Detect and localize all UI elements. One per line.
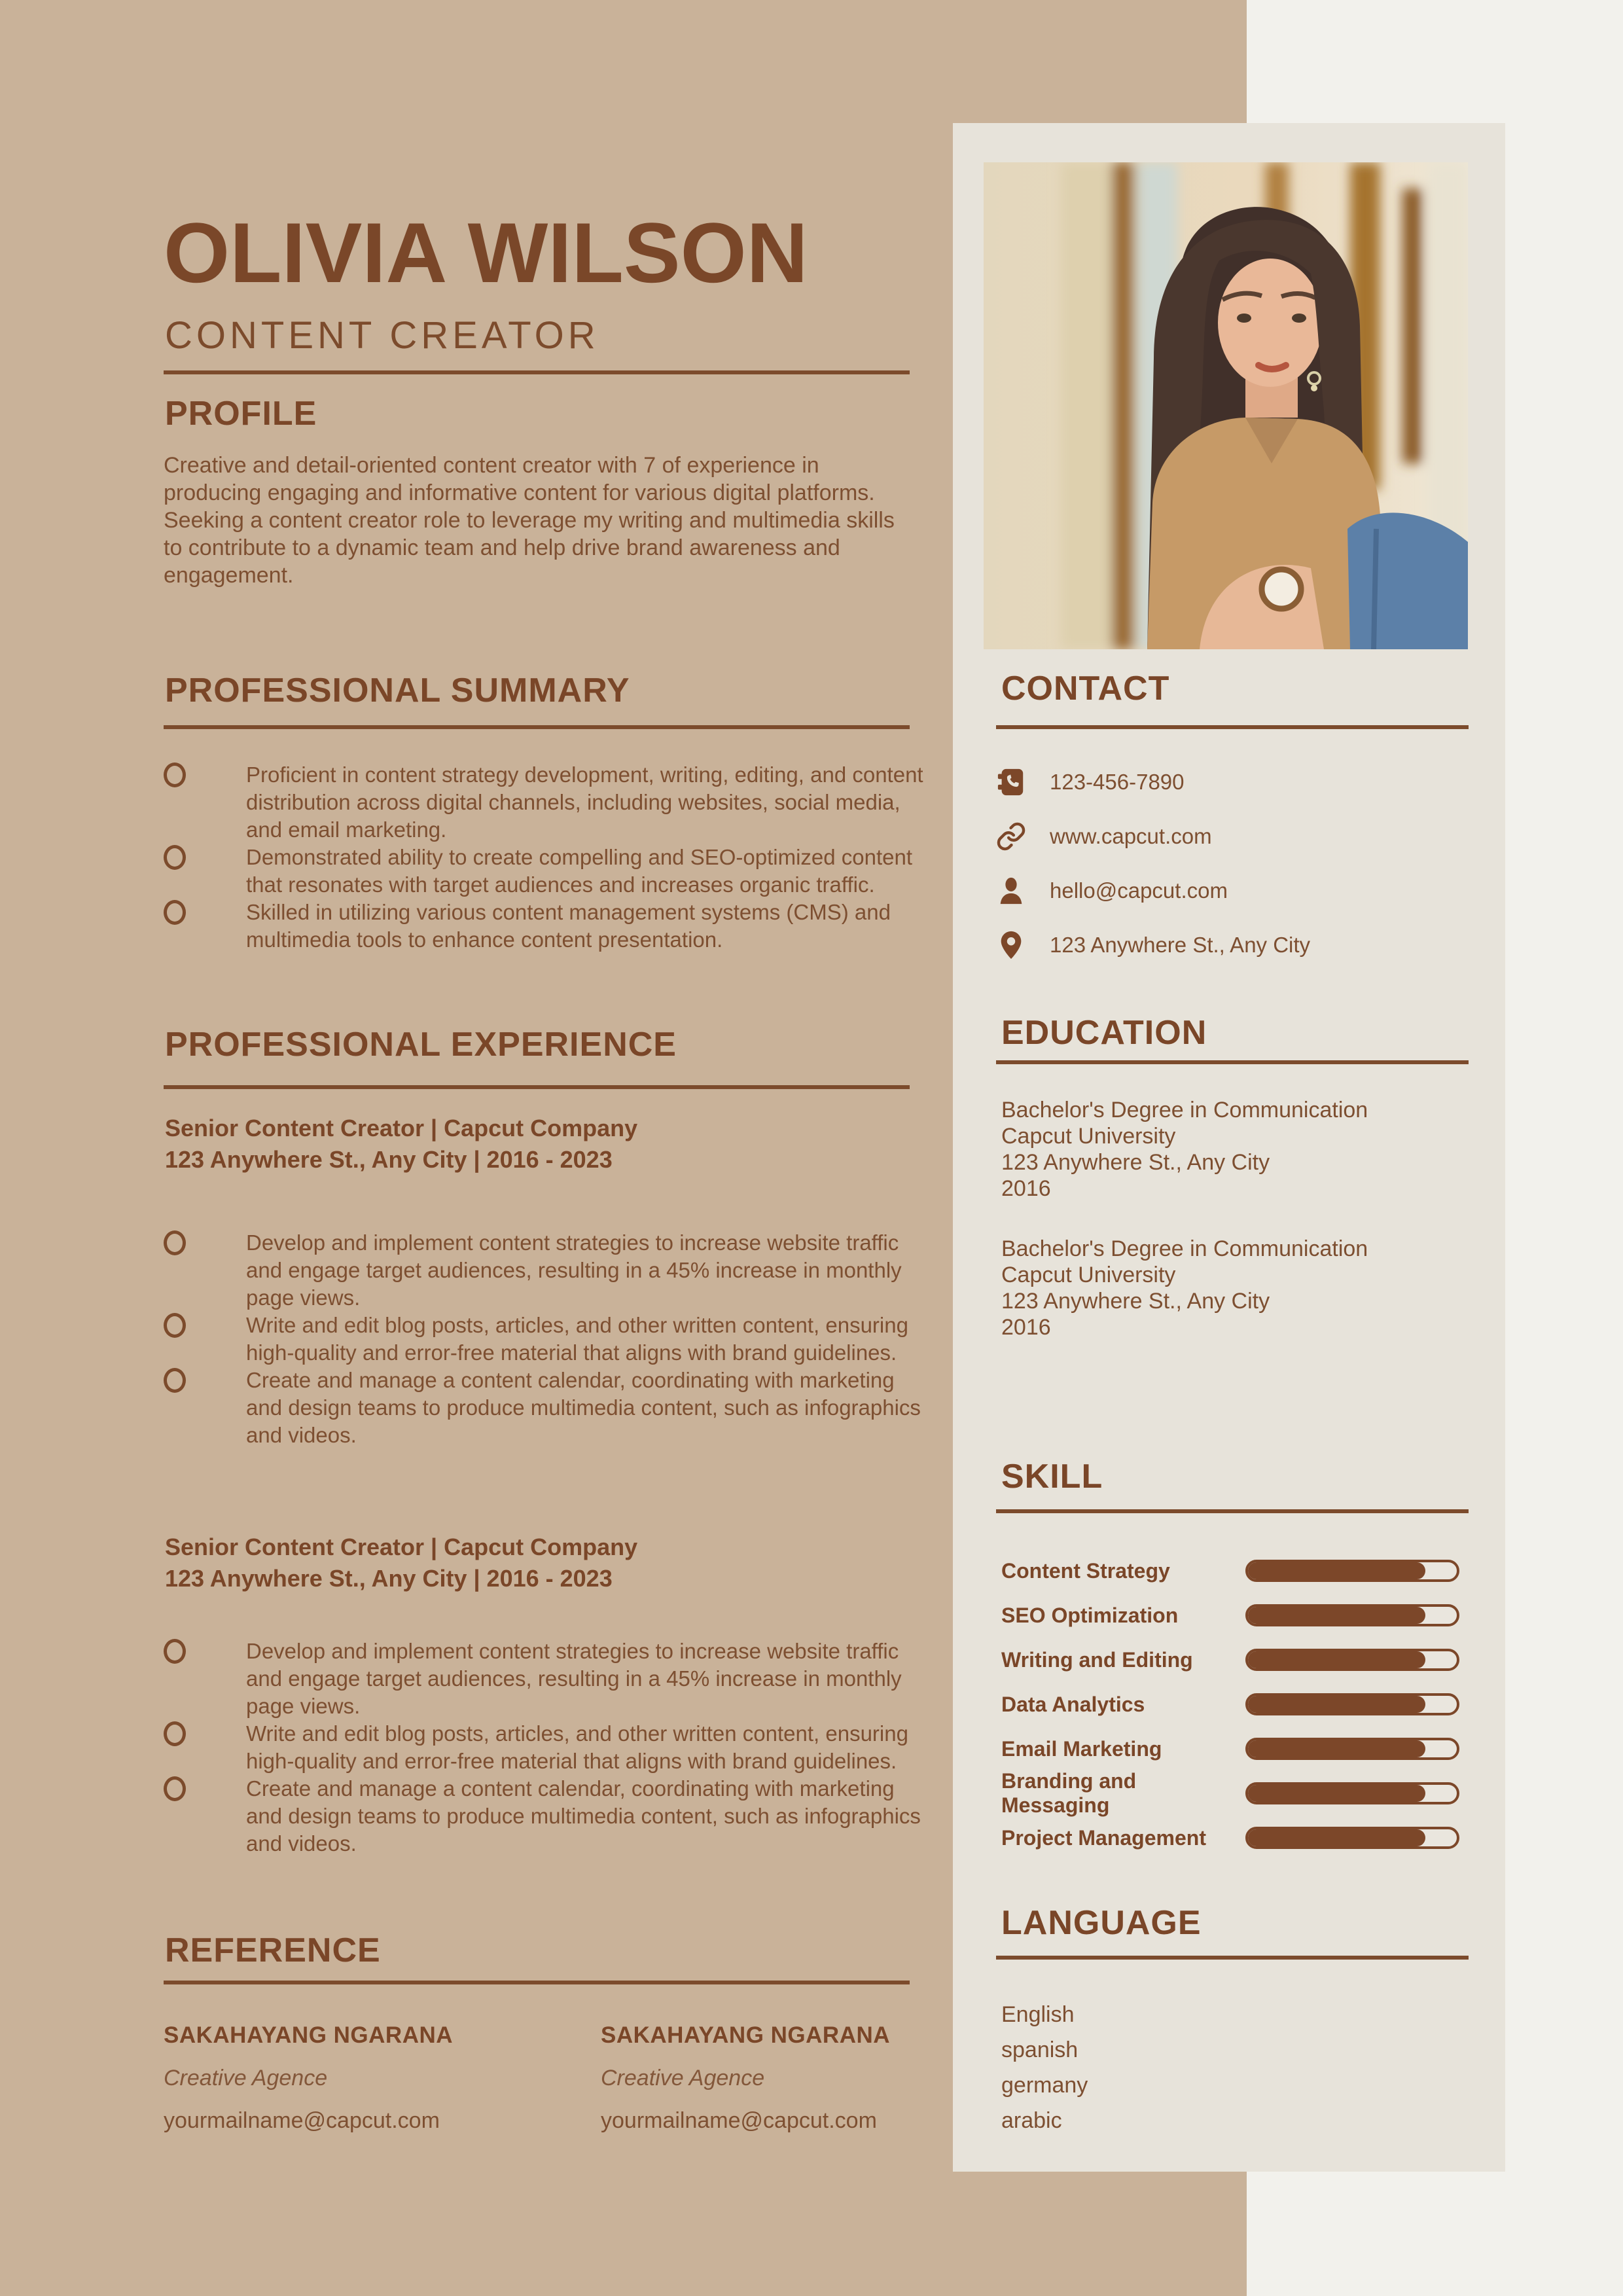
skill-label: SEO Optimization	[1001, 1603, 1179, 1627]
skill-bar	[1245, 1560, 1459, 1582]
education-heading: EDUCATION	[1001, 1014, 1207, 1052]
contact-list	[996, 755, 1310, 972]
list-item	[164, 1638, 927, 1720]
bullet-circle-icon	[164, 1721, 186, 1746]
phone-icon	[996, 767, 1026, 797]
summary-list	[164, 761, 927, 954]
contact-item-phone	[996, 755, 1310, 809]
job-bullet-text: Write and edit blog posts, articles, and other written content, ensuring high-quality and error-free material that aligns with brand guidelines.	[246, 1313, 908, 1365]
skill-list	[1001, 1549, 1469, 1860]
education-entry	[1001, 1236, 1469, 1340]
list-item	[164, 1775, 927, 1857]
skill-bar	[1245, 1693, 1459, 1715]
skill-heading: SKILL	[1001, 1458, 1103, 1496]
skill-bar-fill	[1248, 1562, 1425, 1579]
list-item	[164, 761, 927, 844]
job-bullet-list	[164, 1638, 927, 1857]
bullet-circle-icon	[164, 1639, 186, 1664]
language-item: germany	[1001, 2073, 1088, 2098]
reference-divider	[164, 1981, 910, 1984]
reference-company: Creative Agence	[601, 2066, 765, 2090]
reference-heading: REFERENCE	[165, 1931, 381, 1969]
reference-email: yourmailname@capcut.com	[601, 2108, 877, 2133]
header-divider	[164, 370, 910, 374]
education-divider	[996, 1060, 1469, 1064]
skill-row	[1001, 1771, 1469, 1816]
language-list	[1001, 1997, 1088, 2138]
contact-phone: 123-456-7890	[1050, 769, 1185, 794]
skill-label: Content Strategy	[1001, 1558, 1170, 1583]
skill-bar	[1245, 1649, 1459, 1671]
bullet-circle-icon	[164, 900, 186, 925]
skill-bar-fill	[1248, 1740, 1425, 1757]
job-title: Senior Content Creator | Capcut Company	[165, 1115, 638, 1141]
summary-divider	[164, 725, 910, 729]
skill-label: Writing and Editing	[1001, 1647, 1193, 1672]
contact-website: www.capcut.com	[1050, 823, 1212, 848]
skill-bar-fill	[1248, 1607, 1425, 1624]
job-bullet-list	[164, 1229, 927, 1449]
bullet-circle-icon	[164, 1313, 186, 1338]
list-item	[164, 1720, 927, 1775]
education-address: 123 Anywhere St., Any City	[1001, 1150, 1270, 1175]
language-item: English	[1001, 2002, 1075, 2027]
reference-company: Creative Agence	[164, 2066, 328, 2090]
language-item: spanish	[1001, 2037, 1079, 2062]
job-title: Senior Content Creator | Capcut Company	[165, 1534, 638, 1560]
reference-list	[164, 2022, 910, 2134]
list-item	[164, 1367, 927, 1449]
reference-entry	[601, 2022, 910, 2134]
skill-label: Email Marketing	[1001, 1736, 1162, 1761]
contact-item-email	[996, 863, 1310, 918]
reference-entry	[164, 2022, 601, 2134]
reference-name: SAKAHAYANG NGARANA	[601, 2022, 891, 2048]
profile-photo	[984, 162, 1468, 649]
reference-email: yourmailname@capcut.com	[164, 2108, 440, 2133]
location-icon	[996, 930, 1026, 960]
skill-label: Data Analytics	[1001, 1692, 1145, 1716]
skill-row	[1001, 1593, 1469, 1638]
skill-bar-fill	[1248, 1829, 1425, 1846]
contact-heading: CONTACT	[1001, 670, 1170, 708]
education-list	[1001, 1097, 1469, 1340]
skill-bar	[1245, 1782, 1459, 1804]
skill-row	[1001, 1682, 1469, 1727]
skill-row	[1001, 1727, 1469, 1771]
summary-heading: PROFESSIONAL SUMMARY	[165, 672, 630, 709]
person-job-title: CONTENT CREATOR	[165, 314, 599, 357]
list-item	[164, 1312, 927, 1367]
language-divider	[996, 1956, 1469, 1960]
contact-item-address	[996, 918, 1310, 972]
skill-bar	[1245, 1738, 1459, 1760]
skill-row	[1001, 1549, 1469, 1593]
skill-bar	[1245, 1827, 1459, 1849]
profile-photo-illustration	[984, 162, 1468, 649]
skill-bar-fill	[1248, 1785, 1425, 1802]
bullet-circle-icon	[164, 1368, 186, 1393]
education-school: Capcut University	[1001, 1124, 1176, 1149]
bullet-circle-icon	[164, 762, 186, 787]
list-item	[164, 899, 927, 954]
contact-item-website	[996, 809, 1310, 863]
summary-item-text: Proficient in content strategy development, writing, editing, and content distribution across digital channels, including websites, social media, and email marketing.	[246, 762, 923, 842]
job-header	[165, 1113, 637, 1175]
list-item	[164, 1229, 927, 1312]
education-school: Capcut University	[1001, 1263, 1176, 1287]
summary-item-text: Skilled in utilizing various content management systems (CMS) and multimedia tools to enhance content presentation.	[246, 900, 891, 952]
link-icon	[996, 821, 1026, 852]
skill-label: Branding and Messaging	[1001, 1769, 1137, 1817]
reference-name: SAKAHAYANG NGARANA	[164, 2022, 454, 2048]
experience-divider	[164, 1085, 910, 1089]
education-degree: Bachelor's Degree in Communication	[1001, 1236, 1368, 1261]
language-heading: LANGUAGE	[1001, 1904, 1202, 1942]
language-item: arabic	[1001, 2108, 1062, 2133]
person-icon	[996, 876, 1026, 906]
skill-divider	[996, 1509, 1469, 1513]
job-bullet-text: Create and manage a content calendar, coordinating with marketing and design teams to produce multimedia content, such as infographics and videos.	[246, 1368, 921, 1447]
profile-heading: PROFILE	[165, 395, 317, 433]
skill-row	[1001, 1638, 1469, 1682]
person-name: OLIVIA WILSON	[164, 205, 808, 300]
job-bullet-text: Create and manage a content calendar, coordinating with marketing and design teams to produce multimedia content, such as infographics and videos.	[246, 1776, 921, 1856]
skill-bar-fill	[1248, 1651, 1425, 1668]
list-item	[164, 844, 927, 899]
job-bullet-text: Develop and implement content strategies to increase website traffic and engage target audiences, resulting in a 45% increase in monthly page views.	[246, 1230, 902, 1310]
job-bullet-text: Write and edit blog posts, articles, and other written content, ensuring high-quality and error-free material that aligns with brand guidelines.	[246, 1721, 908, 1773]
profile-text: Creative and detail-oriented content creator with 7 of experience in producing engaging and informative content for various digital platforms. Seeking a content creator role to leverage my writing and multimedia skills to contribute to a dynamic team and help drive brand awareness and engagement.	[164, 453, 895, 588]
summary-item-text: Demonstrated ability to create compelling and SEO-optimized content that resonates with target audiences and increases organic traffic.	[246, 845, 913, 897]
job-meta: 123 Anywhere St., Any City | 2016 - 2023	[165, 1565, 613, 1592]
job-meta: 123 Anywhere St., Any City | 2016 - 2023	[165, 1146, 613, 1173]
bullet-circle-icon	[164, 845, 186, 870]
skill-label: Project Management	[1001, 1825, 1206, 1850]
job-bullet-text: Develop and implement content strategies to increase website traffic and engage target audiences, resulting in a 45% increase in monthly page views.	[246, 1639, 902, 1718]
education-entry	[1001, 1097, 1469, 1202]
experience-heading: PROFESSIONAL EXPERIENCE	[165, 1026, 677, 1064]
bullet-circle-icon	[164, 1230, 186, 1255]
skill-row	[1001, 1816, 1469, 1860]
skill-bar-fill	[1248, 1696, 1425, 1713]
skill-bar	[1245, 1604, 1459, 1626]
education-degree: Bachelor's Degree in Communication	[1001, 1098, 1368, 1122]
job-header	[165, 1532, 637, 1594]
education-address: 123 Anywhere St., Any City	[1001, 1289, 1270, 1314]
education-year: 2016	[1001, 1315, 1051, 1340]
contact-divider	[996, 725, 1469, 729]
contact-address: 123 Anywhere St., Any City	[1050, 932, 1311, 957]
contact-email: hello@capcut.com	[1050, 878, 1228, 903]
bullet-circle-icon	[164, 1776, 186, 1801]
education-year: 2016	[1001, 1176, 1051, 1201]
